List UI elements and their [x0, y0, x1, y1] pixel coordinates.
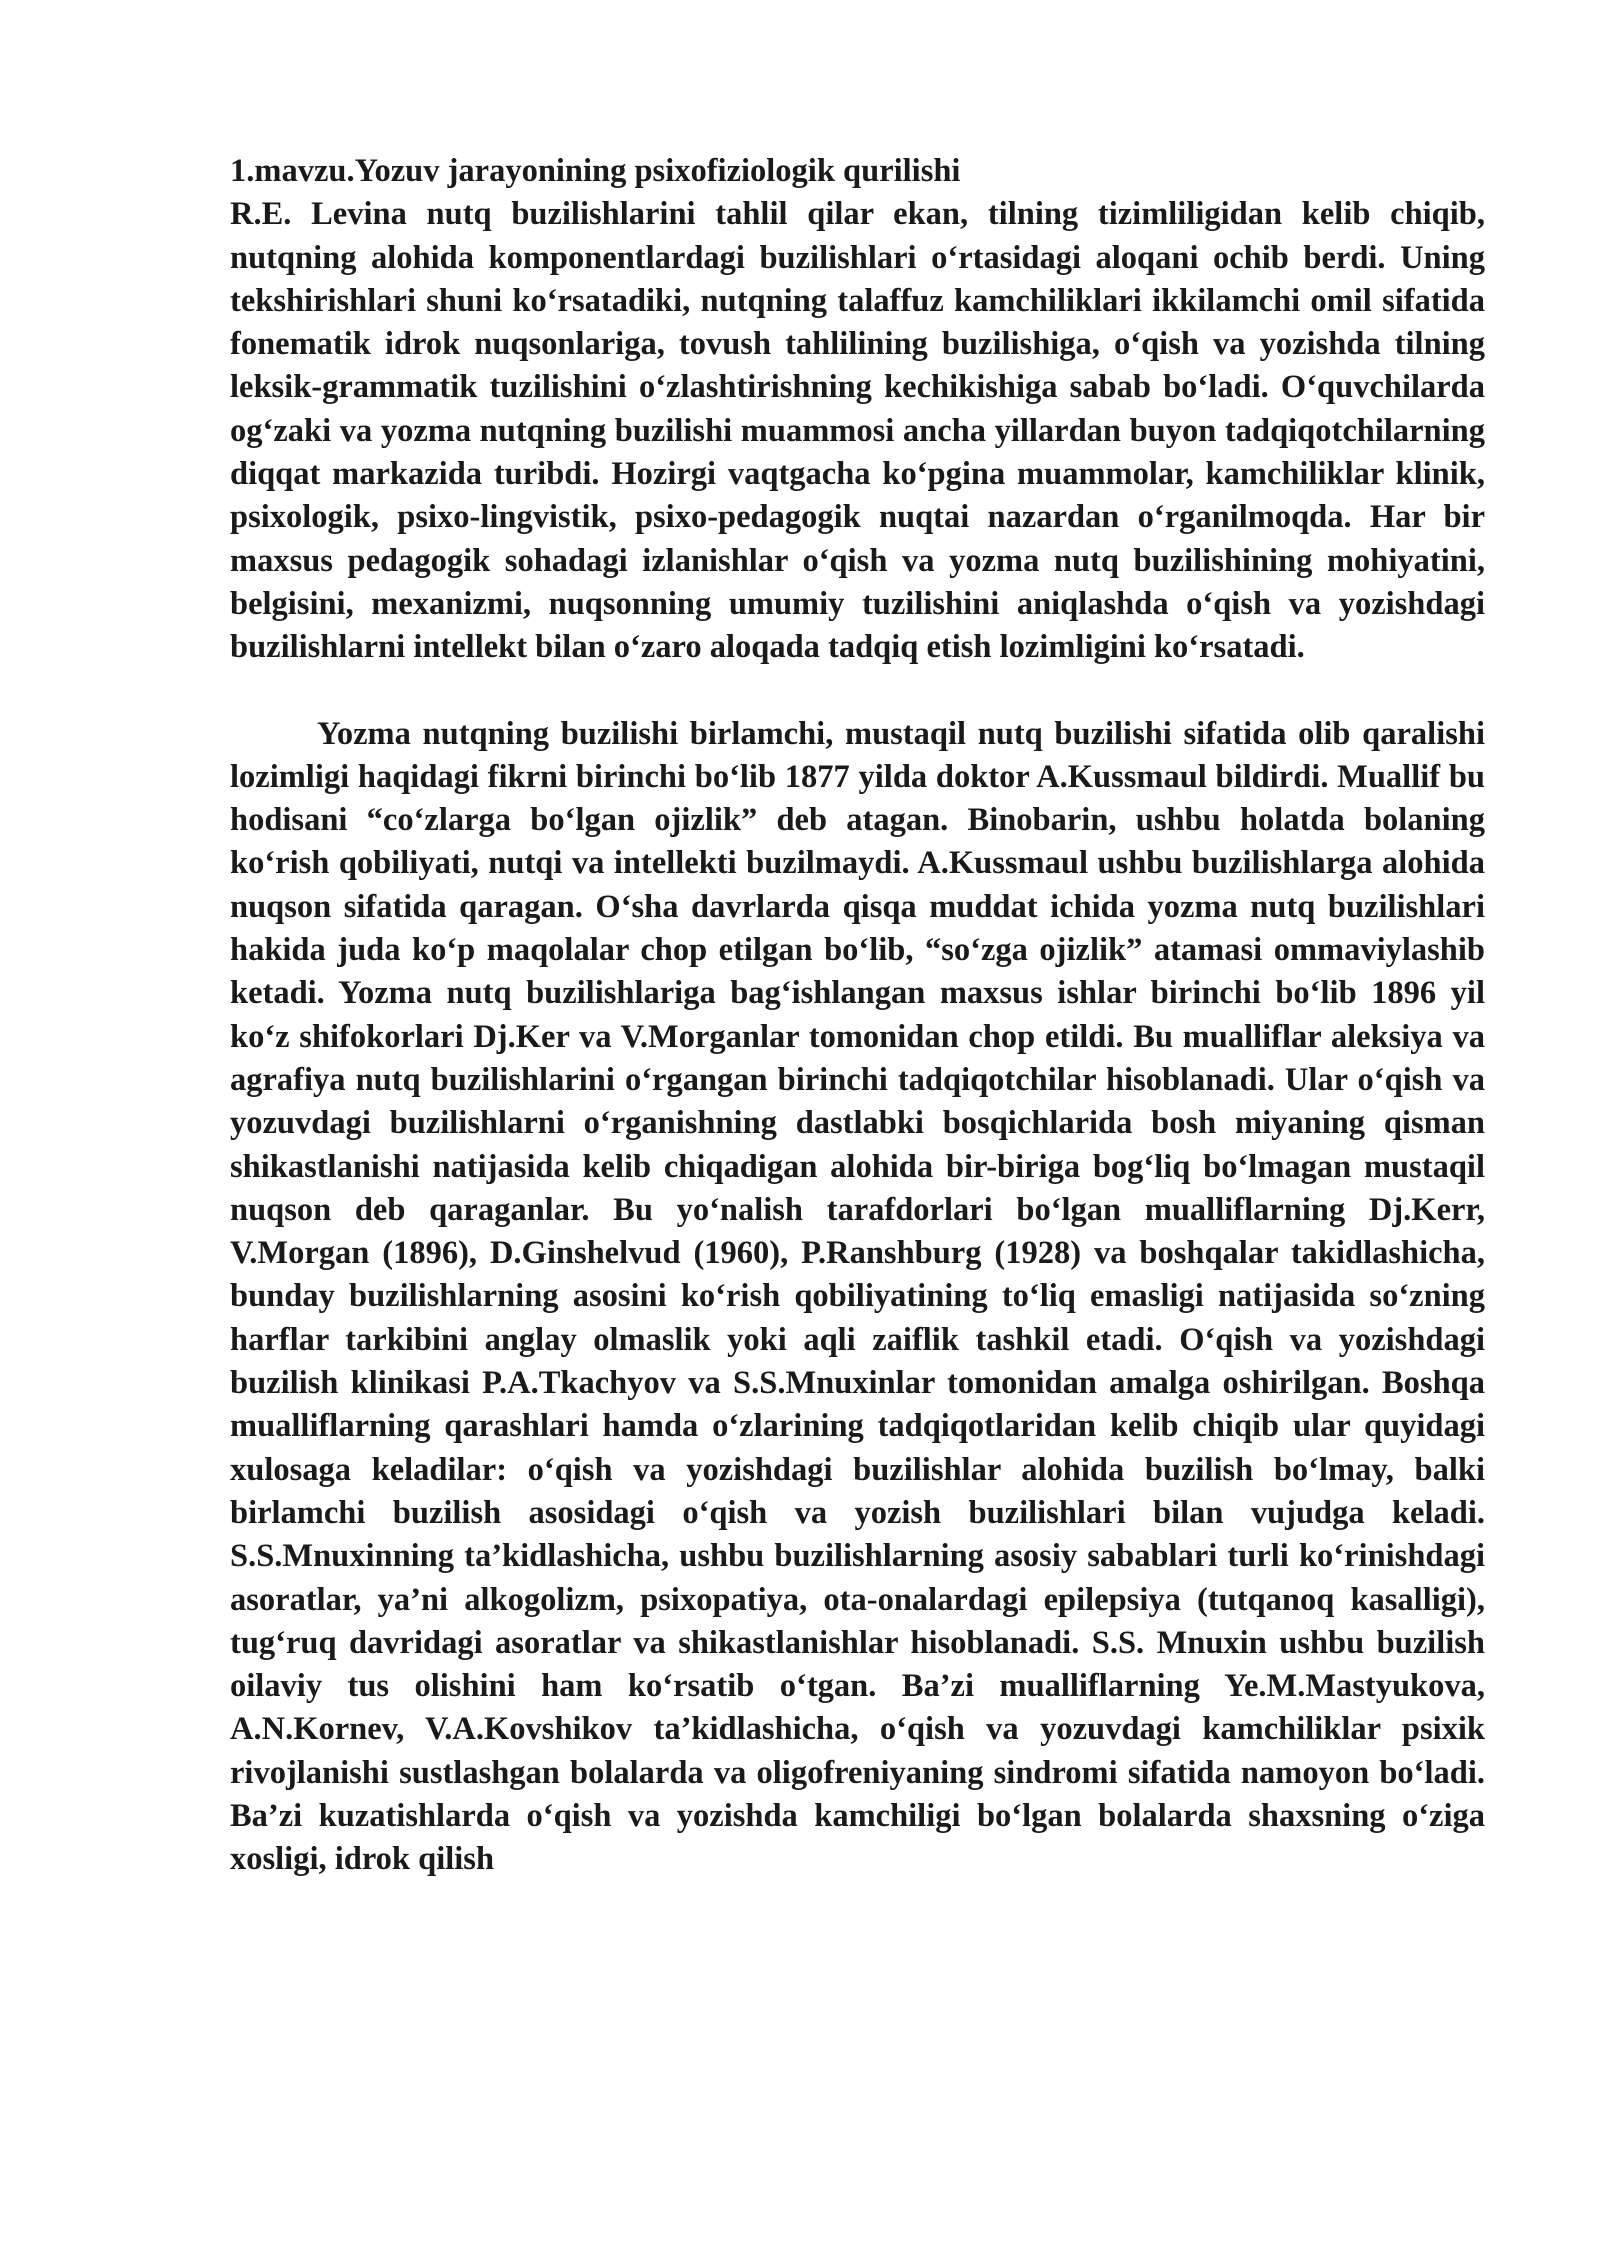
paragraph-2: Yozma nutqning buzilishi birlamchi, mustaqil nutq buzilishi sifatida olib qaralishi lozimligi haqidagi fikrni birinchi bo‘lib 1877 yilda doktor A.Kussmaul bildirdi. Muallif bu hodisani “co‘zlarga bo‘lgan ojizlik” deb atagan. Binobarin, ushbu holatda bolaning ko‘rish qobiliyati, nutqi va intellekti buzilmaydi. A.Kussmaul ushbu buzilishlarga alohida nuqson sifatida qaragan. O‘sha davrlarda qisqa muddat ichida yozma nutq buzilishlari hakida juda ko‘p maqolalar chop etilgan bo‘lib, “so‘zga ojizlik” atamasi ommaviylashib ketadi. Yozma nutq buzilishlariga bag‘ishlangan maxsus ishlar birinchi bo‘lib 1896 yil ko‘z shifokorlari Dj.Ker va V.Morganlar tomonidan chop etildi. Bu mualliflar aleksiya va agrafiya nutq buzilishlarini o‘rgangan birinchi tadqiqotchilar hisoblanadi. Ular o‘qish va yozuvdagi buzilishlarni o‘rganishning dastlabki bosqichlarida bosh miyaning qisman shikastlanishi natijasida kelib chiqadigan alohida bir-biriga bog‘liq bo‘lmagan mustaqil nuqson deb qaraganlar. Bu yo‘nalish tarafdorlari bo‘lgan mualliflarning Dj.Kerr, V.Morgan (1896), D.Ginshelvud (1960), P.Ranshburg (1928) va boshqalar takidlashicha, bunday buzilishlarning asosini ko‘rish qobiliyatining to‘liq emasligi natijasida so‘zning harflar tarkibini anglay olmaslik yoki aqli zaiflik tashkil etadi. O‘qish va yozishdagi buzilish klinikasi P.A.Tkachyov va S.S.Mnuxinlar tomonidan amalga oshirilgan. Boshqa mualliflarning qarashlari hamda o‘zlarining tadqiqotlaridan kelib chiqib ular quyidagi xulosaga keladilar: o‘qish va yozishdagi buzilishlar alohida buzilish bo‘lmay, balki birlamchi buzilish asosidagi o‘qish va yozish buzilishlari bilan vujudga keladi. S.S.Mnuxinning ta’kidlashicha, ushbu buzilishlarning asosiy sabablari turli ko‘rinishdagi asoratlar, ya’ni alkogolizm, psixopatiya, ota-onalardagi epilepsiya (tutqanoq kasalligi), tug‘ruq davridagi asoratlar va shikastlanishlar hisoblanadi. S.S. Mnuxin ushbu buzilish oilaviy tus olishini ham ko‘rsatib o‘tgan. Ba’zi mualliflarning Ye.M.Mastyukova, A.N.Kornev, V.A.Kovshikov ta’kidlashicha, o‘qish va yozuvdagi kamchiliklar psixik rivojlanishi sustlashgan bolalarda va oligofreniyaning sindromi sifatida namoyon bo‘ladi. Ba’zi kuzatishlarda o‘qish va yozishda kamchiligi bo‘lgan bolalarda shaxsning o‘ziga xosligi, idrok qilish [230, 715, 1485, 1878]
document-page [230, 150, 1485, 1882]
paragraph-spacer [230, 670, 1485, 713]
paragraph-1: R.E. Levina nutq buzilishlarini tahlil qilar ekan, tilning tizimliligidan kelib chiqib, nutqning alohida komponentlardagi buzilishlari o‘rtasidagi aloqani ochib berdi. Uning tekshirishlari shuni ko‘rsatadiki, nutqning talaffuz kamchiliklari ikkilamchi omil sifatida fonematik idrok nuqsonlariga, tovush tahlilining buzilishiga, o‘qish va yozishda tilning leksik-grammatik tuzilishini o‘zlashtirishning kechikishiga sabab bo‘ladi. O‘quvchilarda og‘zaki va yozma nutqning buzilishi muammosi ancha yillardan buyon tadqiqotchilarning diqqat markazida turibdi. Hozirgi vaqtgacha ko‘pgina muammolar, kamchiliklar klinik, psixologik, psixo-lingvistik, psixo-pedagogik nuqtai nazardan o‘rganilmoqda. Har bir maxsus pedagogik sohadagi izlanishlar o‘qish va yozma nutq buzilishining mohiyatini, belgisini, mexanizmi, nuqsonning umumiy tuzilishini aniqlashda o‘qish va yozishdagi buzilishlarni intellekt bilan o‘zaro aloqada tadqiq etish lozimligini ko‘rsatadi. [230, 196, 1485, 666]
document-title: 1.mavzu.Yozuv jarayonining psixofiziologik qurilishi [230, 153, 961, 189]
